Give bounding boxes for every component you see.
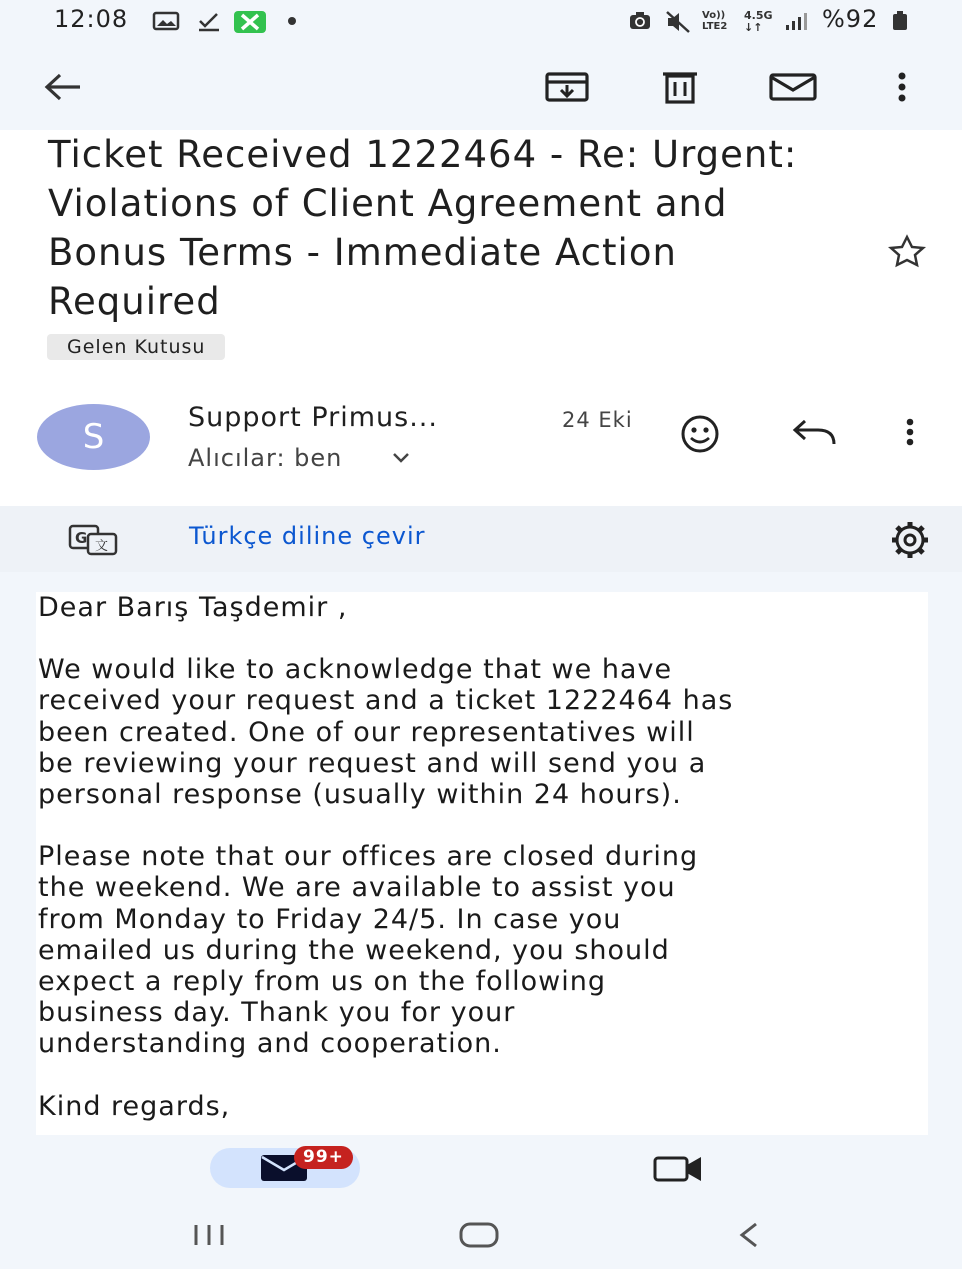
recents-icon[interactable]	[190, 1222, 230, 1248]
dot-icon	[286, 9, 298, 33]
status-time: 12:08	[54, 5, 129, 33]
status-bar	[0, 0, 962, 44]
emoji-reaction-icon[interactable]	[676, 414, 724, 454]
translate-bar	[0, 506, 962, 572]
body-closing: Kind regards,	[38, 1090, 231, 1122]
star-icon[interactable]	[884, 234, 930, 268]
signal-icon	[784, 9, 810, 33]
battery-icon	[890, 9, 910, 33]
archive-icon[interactable]	[544, 70, 590, 104]
download-done-icon	[196, 9, 222, 33]
svg-text:文: 文	[95, 539, 109, 554]
body-paragraph-2: Please note that our offices are closed during the weekend. We are available to assist you from Monday to Friday 24/5. In case you emailed us during the weekend, you should expect a reply from us on the following business day. Thank you for your understanding and cooperation.	[38, 841, 699, 1060]
back-icon[interactable]	[734, 1220, 764, 1250]
translate-link[interactable]: Türkçe diline çevir	[189, 522, 426, 550]
arrow-back-icon[interactable]	[42, 70, 84, 104]
battery-percent: %92	[822, 5, 879, 33]
reply-icon[interactable]	[790, 418, 838, 448]
email-toolbar	[0, 44, 962, 130]
body-paragraph-1: We would like to acknowledge that we have received your request and a ticket 1222464 has been created. One of our representatives will be reviewing your request and will send you a personal response (usually within 24 hours).	[38, 654, 734, 811]
email-subject: Ticket Received 1222464 - Re: Urgent: Violations of Client Agreement and Bonus Terms - Immediate Action Required	[48, 133, 798, 323]
gallery-icon	[152, 9, 180, 33]
gear-icon[interactable]	[886, 520, 934, 560]
more-vert-icon[interactable]	[900, 416, 920, 448]
video-icon[interactable]	[652, 1153, 704, 1183]
volte-icon: Vo)) LTE2	[702, 10, 728, 32]
avatar[interactable]: S	[37, 404, 150, 470]
trash-icon[interactable]	[660, 68, 700, 104]
label-chip-inbox[interactable]: Gelen Kutusu	[47, 334, 225, 360]
translate-icon	[68, 524, 120, 556]
more-vert-icon[interactable]	[892, 70, 912, 104]
svg-text:G: G	[75, 529, 88, 547]
email-body	[38, 592, 938, 1153]
camera-sync-icon	[628, 9, 652, 33]
chevron-down-icon[interactable]	[390, 450, 412, 466]
home-icon[interactable]	[458, 1220, 500, 1250]
sender-name[interactable]: Support Primus...	[188, 402, 438, 433]
body-greeting: Dear Barış Taşdemir ,	[38, 592, 348, 623]
email-date: 24 Eki	[562, 408, 633, 432]
mail-icon[interactable]	[768, 72, 818, 102]
excel-app-icon	[232, 9, 268, 35]
network-4g-icon: 4.5G ↓↑	[744, 9, 773, 34]
mute-icon	[664, 9, 692, 35]
unread-badge: 99+	[294, 1146, 353, 1169]
recipients-label[interactable]: Alıcılar: ben	[188, 444, 343, 472]
